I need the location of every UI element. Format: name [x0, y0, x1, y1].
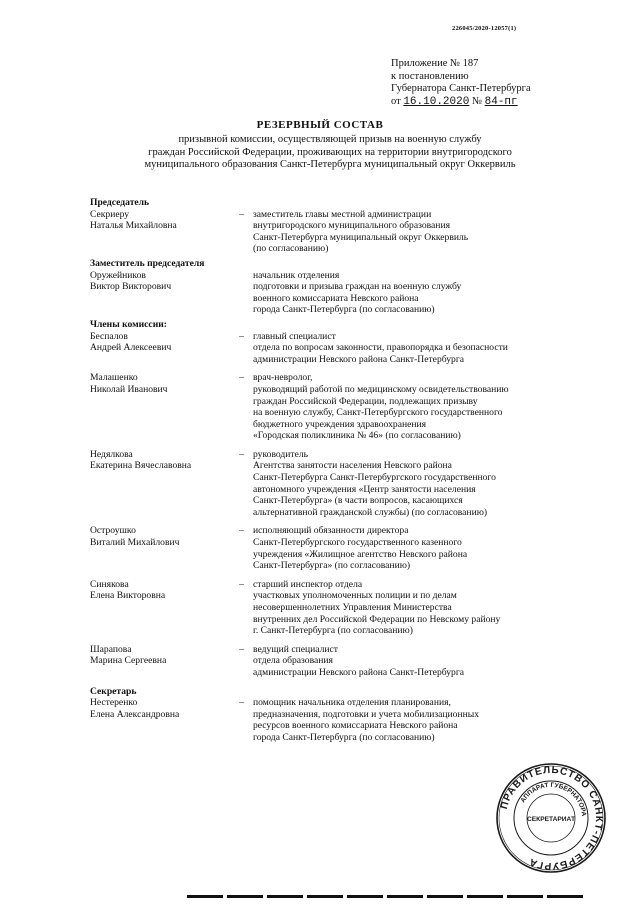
- member-position: начальник отделения подготовки и призыва граждан на военную службу военного комиссариата Невского района города Санкт-Петербурга (по согласованию): [253, 269, 462, 316]
- dash: [230, 270, 253, 316]
- appendix-line-3: Губернатора Санкт-Петербурга: [391, 83, 531, 95]
- dash: –: [239, 525, 244, 537]
- member-position: заместитель главы местной администрации внутригородского муниципального образования Санкт-Петербурга муниципальный округ Оккервиль (по согласованию): [253, 208, 469, 255]
- subtitle-line: муниципального образования Санкт-Петербурга муниципальный округ Оккервиль: [144, 159, 516, 170]
- member-entry: [90, 449, 610, 519]
- member-name: Синякова Елена Викторовна: [90, 578, 166, 602]
- section-chairman: Председатель: [90, 197, 150, 208]
- official-stamp: [495, 762, 607, 874]
- bottom-divider: [187, 895, 587, 898]
- number-prefix: №: [471, 95, 482, 107]
- member-position: врач-невролог, руководящий работой по медицинскому освидетельствованию граждан Российской Федерации, подлежащих призыву на военную службу, Санкт-Петербургского государственного бюджетного учреждения здравоохранения «Городская поликлиника № 46» (по согласованию): [253, 372, 509, 442]
- dash: –: [239, 208, 244, 220]
- subtitle-line: граждан Российской Федерации, проживающих на территории внутригородского: [148, 146, 512, 158]
- member-name: Недялкова Екатерина Вячеславовна: [90, 448, 192, 472]
- dash: –: [239, 372, 244, 384]
- document-subtitle: [60, 134, 600, 172]
- member-position: главный специалист отдела по вопросам законности, правопорядка и безопасности администрации Невского района Санкт-Петербурга: [253, 330, 508, 365]
- appendix-block: [391, 58, 531, 108]
- decree-date: 16.10.2020: [403, 95, 470, 108]
- member-position: исполняющий обязанности директора Санкт-Петербургского государственного казенного учреждения «Жилищное агентство Невского района Санкт-Петербурга» (по согласованию): [253, 525, 468, 572]
- date-prefix: от: [391, 95, 401, 107]
- appendix-line-2: к постановлению: [391, 70, 469, 82]
- member-entry: [90, 697, 610, 743]
- dash: –: [239, 643, 244, 655]
- member-entry: [90, 270, 610, 316]
- subtitle-line: призывной комиссии, осуществляющей призыв на военную службу: [178, 134, 482, 145]
- document-id: 226045/2020-12057(1): [452, 25, 517, 32]
- decree-number: 84-пг: [484, 95, 518, 108]
- dash: –: [239, 697, 244, 709]
- member-position: помощник начальника отделения планирования, предназначения, подготовки и учета мобилизационных ресурсов военного комиссариата Невского района города Санкт-Петербурга (по согласованию): [253, 697, 479, 743]
- section-members: Члены комиссии:: [90, 318, 167, 330]
- member-name: Шарапова Марина Сергеевна: [90, 643, 167, 667]
- section-secretary: Секретарь: [90, 685, 137, 697]
- member-name: Малашенко Николай Иванович: [90, 372, 168, 395]
- section-deputy: Заместитель председателя: [90, 257, 205, 269]
- stamp-outer-text: ПРАВИТЕЛЬСТВО САНКТ-ПЕТЕРБУРГА: [498, 764, 605, 872]
- stamp-center-text: СЕКРЕТАРИАТ: [527, 816, 575, 823]
- commission-list: [90, 196, 610, 751]
- member-entry: [90, 372, 610, 442]
- member-entry: [90, 644, 610, 679]
- dash: –: [239, 578, 244, 590]
- member-name: Секриеру Наталья Михайловна: [90, 208, 177, 232]
- member-position: ведущий специалист отдела образования администрации Невского района Санкт-Петербурга: [253, 643, 465, 678]
- member-position: руководитель Агентства занятости населения Невского района Санкт-Петербурга Санкт-Петербургского государственного автономного учреждения «Центр занятости населения Санкт-Петербурга» (в части вопросов, касающихся альтернативной гражданской службы) (по согласованию): [253, 448, 496, 518]
- member-name: Оружейников Виктор Викторович: [90, 269, 172, 293]
- appendix-date-line: [391, 96, 531, 109]
- member-entry: [90, 209, 610, 255]
- member-entry: [90, 331, 610, 366]
- document-title: РЕЗЕРВНЫЙ СОСТАВ: [256, 119, 384, 131]
- appendix-line-1: Приложение № 187: [391, 58, 479, 69]
- member-name: Остроушко Виталий Михайлович: [90, 525, 180, 549]
- member-name: Нестеренко Елена Александровна: [90, 697, 180, 720]
- member-entry: [90, 579, 610, 637]
- member-position: старший инспектор отдела участковых уполномоченных полиции и по делам несовершеннолетних Управления Министерства внутренних дел Российской Федерации по Невскому району г. Санкт-Петербурга (по согласованию): [253, 578, 501, 637]
- member-entry: [90, 525, 610, 571]
- member-name: Беспалов Андрей Алексеевич: [90, 330, 172, 354]
- stamp-inner-text: АППАРАТ ГУБЕРНАТОРА: [519, 781, 588, 817]
- dash: –: [239, 448, 244, 460]
- dash: –: [239, 330, 244, 342]
